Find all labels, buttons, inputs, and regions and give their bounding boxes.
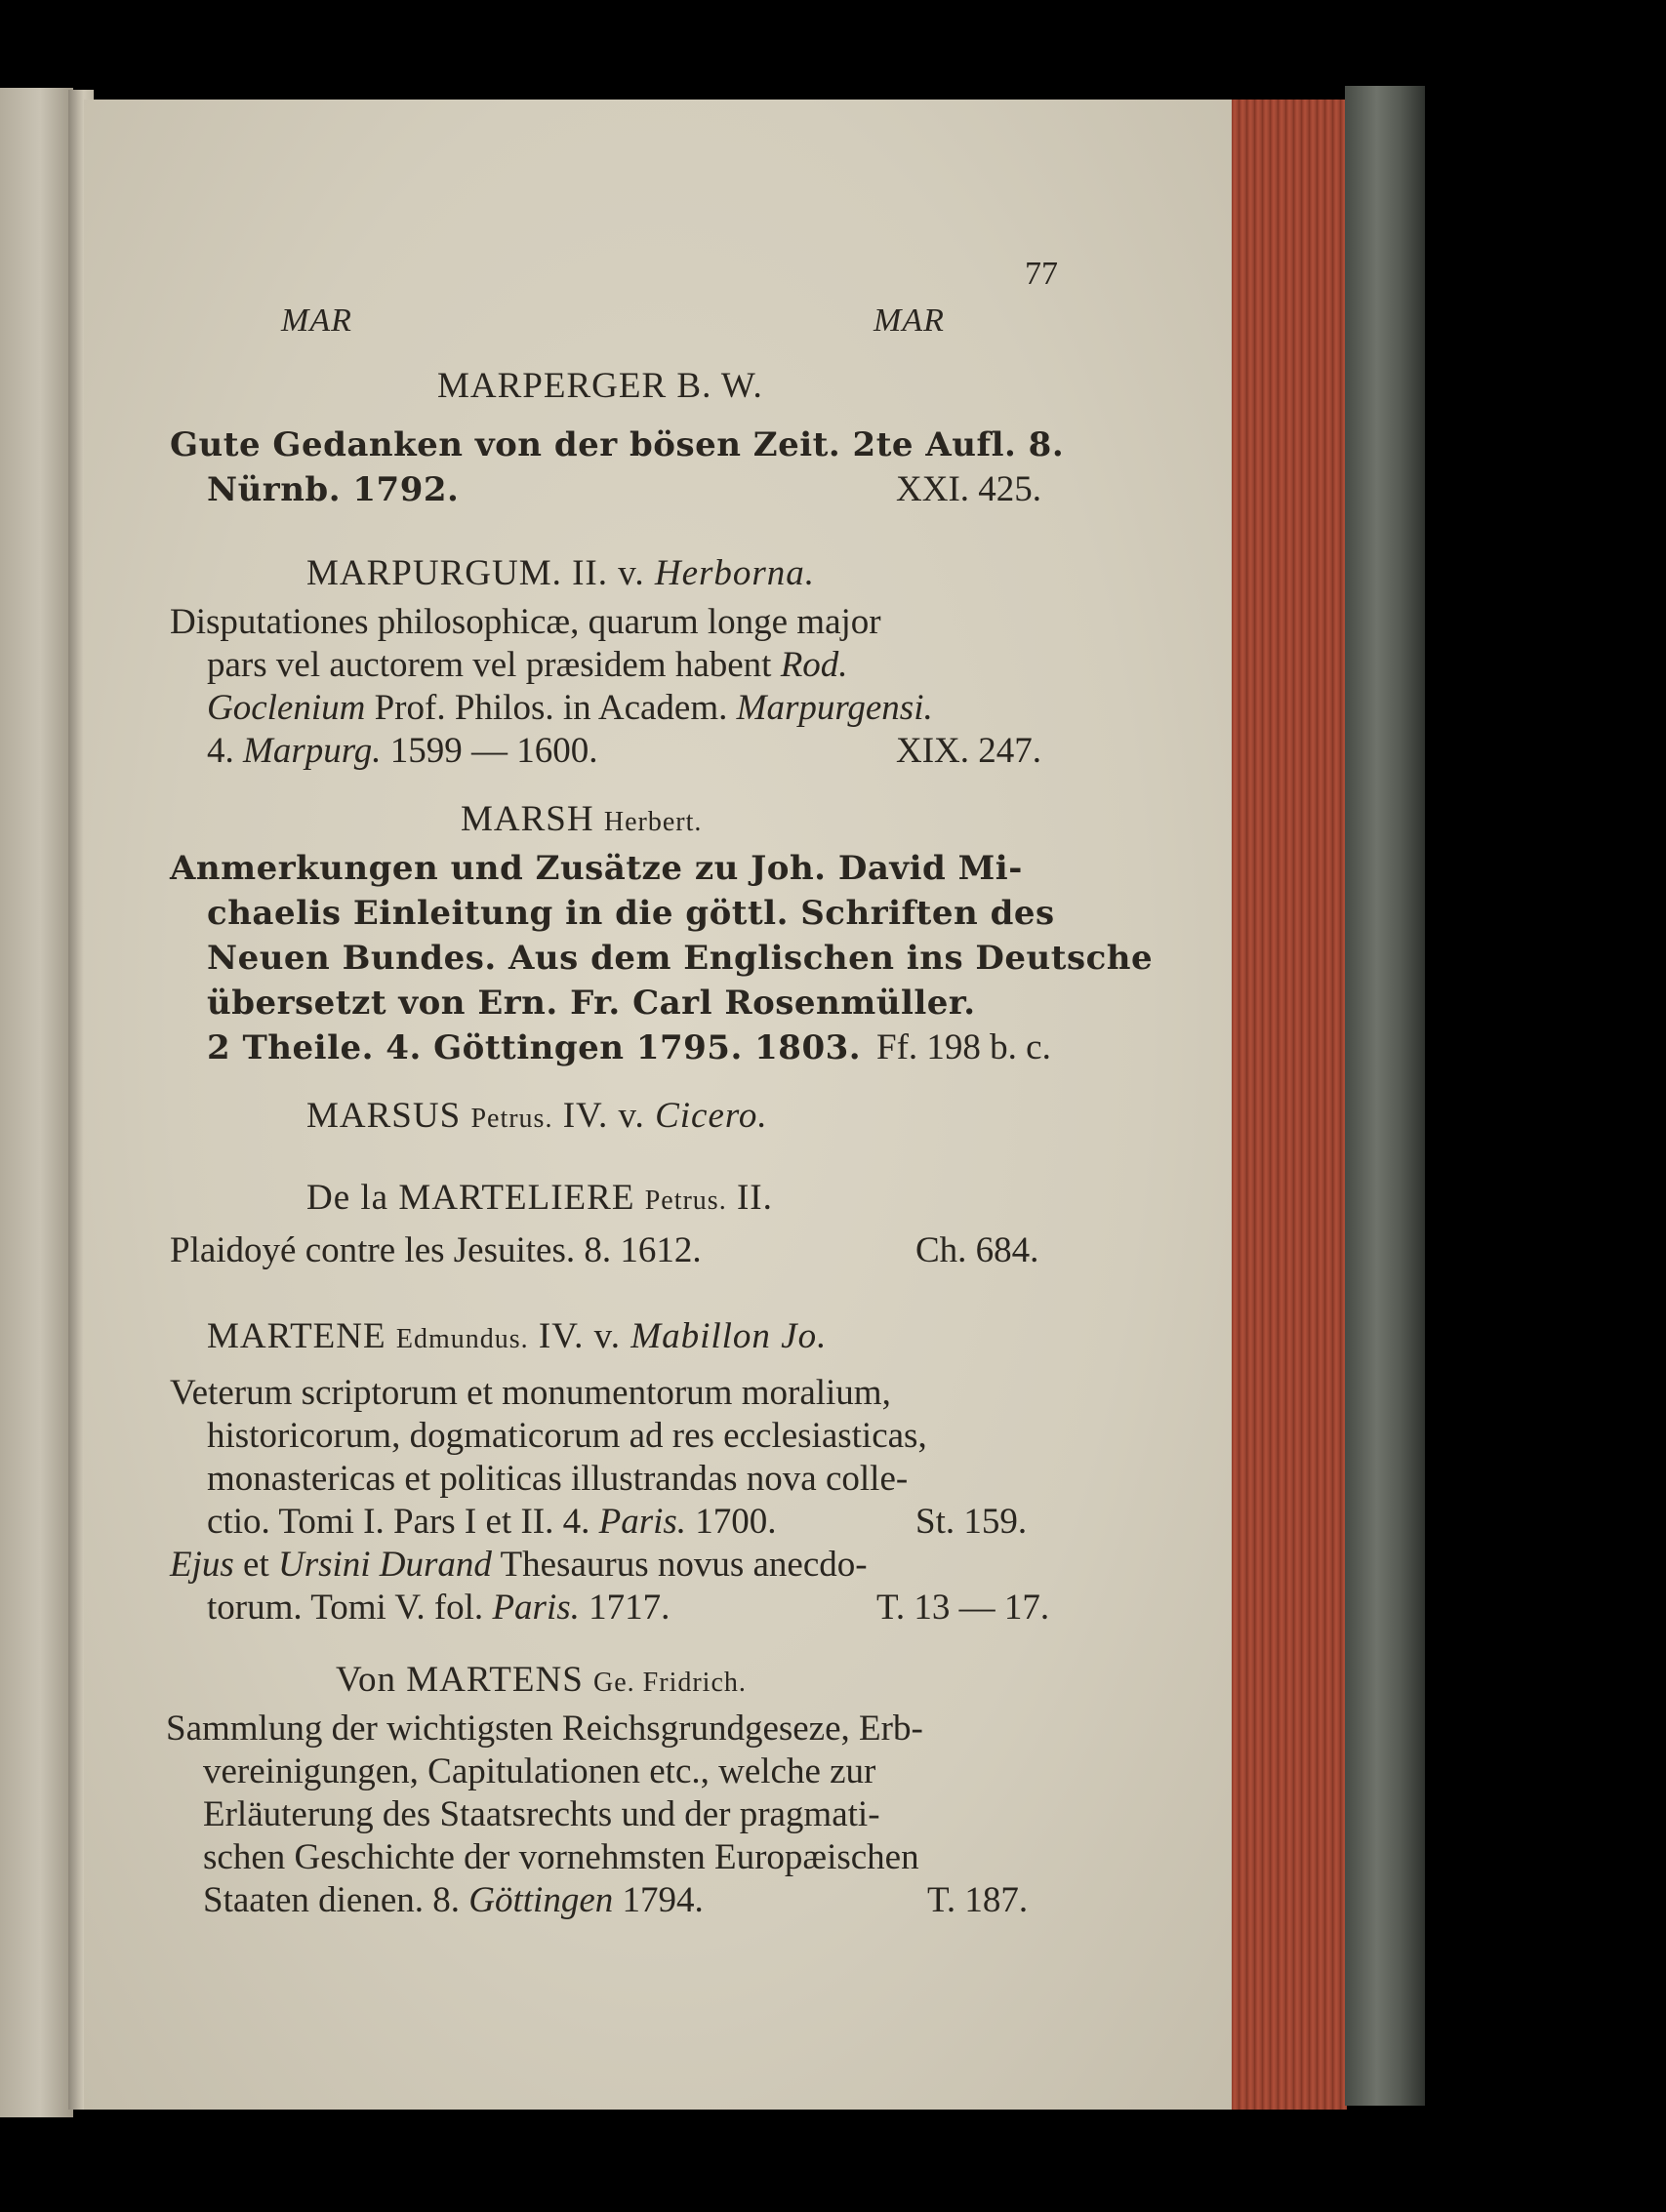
entry-line: Erläuterung des Staatsrechts und der pragmati- [203,1794,880,1834]
entry-line: Sammlung der wichtigsten Reichsgrundgeseze, Erb- [166,1709,923,1749]
entry-line: 2 Theile. 4. Göttingen 1795. 1803. [207,1028,862,1067]
page-block-edge [1232,100,1347,2110]
entry-heading: MARPERGER B. W. [437,366,763,406]
entry-line: Nürnb. 1792. [207,470,460,509]
entry-line: übersetzt von Ern. Fr. Carl Rosenmüller. [207,984,976,1023]
entry-heading: MARSUS Petrus. IV. v. Cicero. [306,1096,768,1136]
left-page-edge [0,88,73,2117]
entry-heading: MARSH Herbert. [461,799,703,839]
entry-reference: T. 13 — 17. [876,1588,1050,1628]
entry-reference: Ff. 198 b. c. [876,1027,1051,1067]
book-cover [1345,86,1425,2106]
entry-line: 4. Marpurg. 1599 — 1600. [207,731,598,771]
entry-heading: MARTENE Edmundus. IV. v. Mabillon Jo. [207,1316,828,1356]
entry-line: Ejus et Ursini Durand Thesaurus novus anecdo- [170,1545,868,1585]
entry-line: Disputationes philosophicæ, quarum longe major [170,602,881,642]
entry-line: torum. Tomi V. fol. Paris. 1717. [207,1588,670,1628]
entry-line: ctio. Tomi I. Pars I et II. 4. Paris. 1700. [207,1502,777,1542]
entry-line: Plaidoyé contre les Jesuites. 8. 1612. [170,1230,702,1270]
entry-heading: MARPURGUM. II. v. Herborna. [306,553,816,593]
running-head-left: MAR [281,302,352,339]
entry-line: pars vel auctorem vel præsidem habent Rod. [207,645,848,685]
entry-reference: XIX. 247. [896,731,1042,771]
entry-heading: Von MARTENS Ge. Fridrich. [336,1660,747,1700]
entry-reference: Ch. 684. [915,1230,1039,1270]
entry-line: Neuen Bundes. Aus dem Englischen ins Deutsche [207,939,1154,978]
running-head-right: MAR [874,302,945,339]
entry-reference: XXI. 425. [896,469,1042,509]
entry-line: historicorum, dogmaticorum ad res ecclesiasticas, [207,1416,927,1456]
entry-line: schen Geschichte der vornehmsten Europæischen [203,1837,919,1877]
entry-line: Veterum scriptorum et monumentorum moralium, [170,1373,891,1413]
entry-line: Staaten dienen. 8. Göttingen 1794. [203,1880,704,1920]
entry-heading: De la MARTELIERE Petrus. II. [306,1178,773,1218]
entry-line: Anmerkungen und Zusätze zu Joh. David Mi- [170,849,1023,888]
entry-line: Gute Gedanken von der bösen Zeit. 2te Aufl. 8. [170,425,1065,464]
entry-line: Goclenium Prof. Philos. in Academ. Marpurgensi. [207,688,933,728]
entry-reference: St. 159. [915,1502,1028,1542]
entry-line: chaelis Einleitung in die göttl. Schriften des [207,894,1055,933]
entry-line: vereinigungen, Capitulationen etc., welche zur [203,1751,876,1791]
page-number: 77 [1025,256,1058,292]
entry-reference: T. 187. [927,1880,1029,1920]
entry-line: monastericas et politicas illustrandas nova colle- [207,1459,909,1499]
